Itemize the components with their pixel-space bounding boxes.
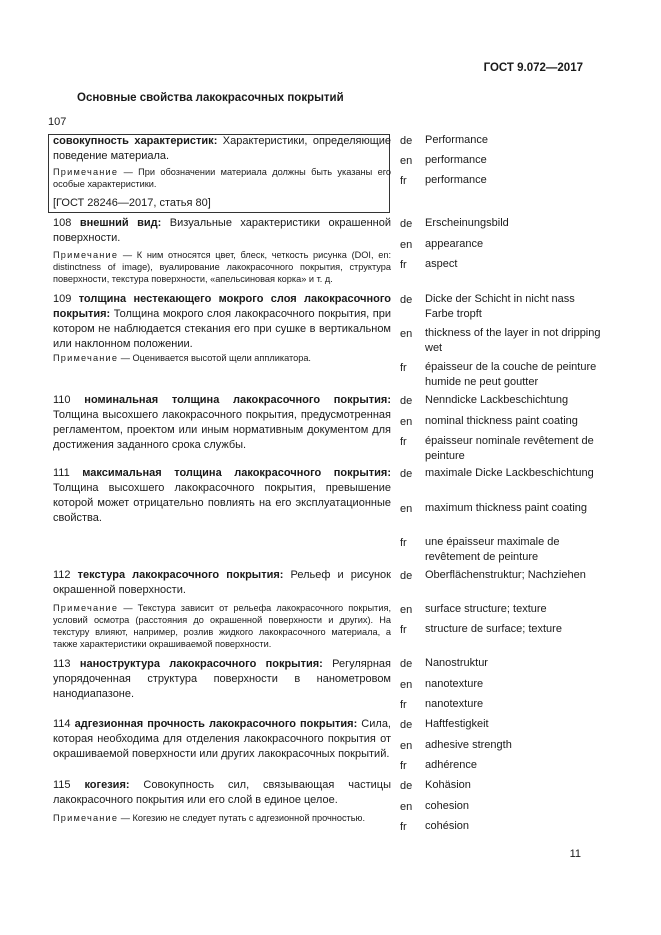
lang-fr: fr <box>400 760 407 772</box>
term-113-en: nanotexture <box>425 678 484 690</box>
lang-en: en <box>400 604 413 616</box>
term-112-note <box>53 602 391 650</box>
term-107-text: Характеристики, определяющие поведение материала. <box>53 135 392 162</box>
term-110-en: nominal thickness paint coating <box>425 415 578 427</box>
lang-fr: fr <box>400 821 407 833</box>
term-111-definition <box>53 466 391 526</box>
lang-fr: fr <box>400 537 407 549</box>
lang-fr: fr <box>400 362 407 374</box>
lang-fr: fr <box>400 699 407 711</box>
term-115-en: cohesion <box>425 800 470 812</box>
lang-de: de <box>400 658 413 670</box>
term-115-text: Совокупность сил, связывающая частицы лакокрасочного покрытия или его слой в единое целое. <box>53 779 391 806</box>
term-109-en: thickness of the layer in not dripping wet <box>425 327 601 354</box>
note-label: Примечание <box>53 813 119 823</box>
term-108-fr: aspect <box>425 258 458 270</box>
term-108-note <box>53 249 391 285</box>
lang-fr: fr <box>400 175 407 187</box>
term-111-de: maximale Dicke Lackbeschichtung <box>425 467 594 479</box>
term-111-fr: une épaisseur maximale de revêtement de peinture <box>425 536 560 563</box>
term-111-number: 111 <box>53 467 70 479</box>
term-108-definition <box>53 216 391 246</box>
term-111-text: Толщина высохшего лакокрасочного покрытия, превышение которой может отрицательно повлиять на его эксплуатационные свойства. <box>53 482 391 524</box>
term-110-fr: épaisseur nominale revêtement de peinture <box>425 435 594 462</box>
lang-de: de <box>400 294 413 306</box>
lang-de: de <box>400 135 413 147</box>
term-111-en: maximum thickness paint coating <box>425 502 588 514</box>
lang-de: de <box>400 395 413 407</box>
term-114-number: 114 <box>53 718 71 730</box>
term-115-definition <box>53 778 391 808</box>
term-112-fr: structure de surface; texture <box>425 623 562 635</box>
term-115-de: Kohäsion <box>425 779 471 791</box>
lang-de: de <box>400 780 413 792</box>
note-label: Примечание <box>53 353 119 363</box>
term-114-en: adhesive strength <box>425 739 512 751</box>
term-109-note <box>53 352 391 364</box>
term-110-definition <box>53 393 391 453</box>
term-107-reference: [ГОСТ 28246—2017, статья 80] <box>53 197 211 209</box>
term-107-fr: performance <box>425 174 487 186</box>
term-109-name: толщина нестекающего мокрого слоя лакокрасочного покрытия: <box>53 293 392 320</box>
lang-de: de <box>400 719 413 731</box>
term-108-number: 108 <box>53 217 72 229</box>
term-110-name: номинальная толщина лакокрасочного покрытия: <box>84 394 392 406</box>
lang-en: en <box>400 328 413 340</box>
lang-fr: fr <box>400 624 407 636</box>
note-text: — При обозначении материала должны быть указаны его особые характеристики. <box>53 167 391 189</box>
lang-en: en <box>400 416 413 428</box>
term-113-name: наноструктура лакокрасочного покрытия: <box>79 658 323 670</box>
note-label: Примечание <box>53 250 119 260</box>
term-115-fr: cohésion <box>425 820 470 832</box>
term-115-name: когезия: <box>84 779 130 791</box>
note-label: Примечание <box>53 603 119 613</box>
lang-en: en <box>400 503 413 515</box>
term-112-text: Рельеф и рисунок окрашенной поверхности. <box>53 569 391 596</box>
lang-en: en <box>400 239 413 251</box>
term-107-en: performance <box>425 154 487 166</box>
section-title: Основные свойства лакокрасочных покрытий <box>77 92 344 104</box>
term-115-number: 115 <box>53 779 71 791</box>
term-109-number: 109 <box>53 293 72 305</box>
term-113-de: Nanostruktur <box>425 657 488 669</box>
term-112-de: Oberflächenstruktur; Nachziehen <box>425 569 586 581</box>
lang-en: en <box>400 679 413 691</box>
lang-de: de <box>400 218 413 230</box>
term-107-definition <box>53 134 391 164</box>
term-109-de: Dicke der Schicht in nicht nass Farbe tropft <box>425 293 575 320</box>
term-110-de: Nenndicke Lackbeschichtung <box>425 394 569 406</box>
term-114-fr: adhérence <box>425 759 477 771</box>
term-107-de: Performance <box>425 134 488 146</box>
term-108-de: Erscheinungsbild <box>425 217 509 229</box>
document-code: ГОСТ 9.072—2017 <box>483 62 583 74</box>
term-108-name: внешний вид: <box>79 217 162 229</box>
lang-fr: fr <box>400 259 407 271</box>
note-label: Примечание <box>53 167 119 177</box>
lang-en: en <box>400 801 413 813</box>
term-110-text: Толщина высохшего лакокрасочного покрытия, предусмотренная регламентом, проектом или иным нормативным документом для достижения заданного срока службы. <box>53 409 391 451</box>
term-114-de: Haftfestigkeit <box>425 718 489 730</box>
term-108-text: Визуальные характеристики окрашенной поверхности. <box>53 217 391 244</box>
lang-de: de <box>400 570 413 582</box>
term-114-definition <box>53 717 391 762</box>
lang-de: de <box>400 468 413 480</box>
term-113-number: 113 <box>53 658 71 670</box>
term-109-fr: épaisseur de la couche de peinture humide ne peut goutter <box>425 361 597 388</box>
term-107-name: совокупность характеристик: <box>53 135 218 147</box>
term-110-number: 110 <box>53 394 71 406</box>
term-112-name: текстура лакокрасочного покрытия: <box>77 569 284 581</box>
term-109-definition <box>53 292 391 352</box>
term-108-en: appearance <box>425 238 484 250</box>
note-text: — Оценивается высотой щели аппликатора. <box>118 353 311 363</box>
term-113-definition <box>53 657 391 702</box>
lang-en: en <box>400 155 413 167</box>
term-111-name: максимальная толщина лакокрасочного покрытия: <box>82 467 391 479</box>
term-114-name: адгезионная прочность лакокрасочного покрытия: <box>74 718 358 730</box>
term-109-text: Толщина мокрого слоя лакокрасочного покрытия, при котором не наблюдается стекания его при сушке в вертикальном или наклонном положении. <box>53 308 391 350</box>
term-115-note <box>53 812 391 824</box>
term-114-text: Сила, которая необходима для отделения лакокрасочного покрытия от окрашиваемой поверхности или других лакокрасочных покрытий. <box>53 718 391 760</box>
term-112-definition <box>53 568 391 598</box>
lang-en: en <box>400 740 413 752</box>
term-number-107: 107 <box>48 116 67 128</box>
note-text: — Текстура зависит от рельефа лакокрасочного покрытия, условий осмотра (расстояния до окрашенной поверхности и других). На текстуру влияют, например, розлив жидкого лакокрасочного материала, а также характеристики окрашиваемой поверхности. <box>53 603 391 649</box>
page-number: 11 <box>569 848 581 860</box>
term-107-note <box>53 166 391 190</box>
term-113-text: Регулярная упорядоченная структура поверхности в нанометровом нанодиапазоне. <box>53 658 391 700</box>
term-113-fr: nanotexture <box>425 698 484 710</box>
note-text: — Когезию не следует путать с адгезионной прочностью. <box>118 813 365 823</box>
term-112-number: 112 <box>53 569 71 581</box>
term-112-en: surface structure; texture <box>425 603 547 615</box>
lang-fr: fr <box>400 436 407 448</box>
note-text: — К ним относятся цвет, блеск, четкость рисунка (DOI, en: distinctness of image), вуалирование лакокрасочного покрытия, структура поверхности, текстура поверхности, «апельсиновая корка» и т. д. <box>53 250 391 284</box>
